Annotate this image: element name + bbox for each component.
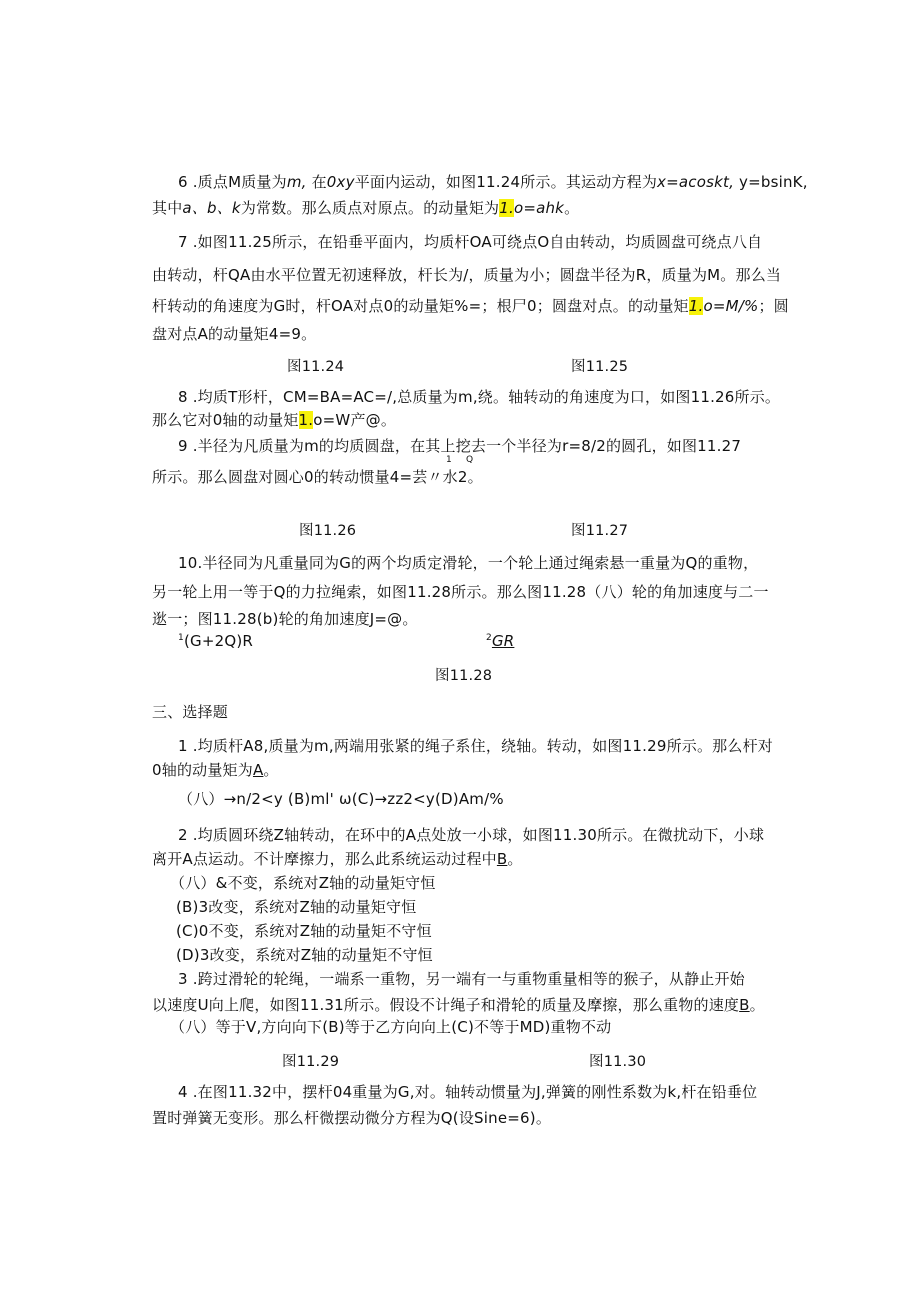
c3-line-2 (152, 995, 765, 1015)
c1-text-a: 0轴的动量矩为 (152, 761, 253, 779)
c2-answer: B (496, 850, 508, 868)
c2-text-a: 离开A点运动。不计摩擦力，那么此系统运动过程中 (152, 850, 497, 868)
caption-fig-11-26: 图11.26 (299, 523, 357, 539)
c2-option-a: （八）&不变，系统对Z轴的动量矩守恒 (170, 874, 436, 892)
q6-vars-abk: a、b、k (182, 199, 241, 217)
c3-answer: B (739, 996, 750, 1014)
q8-answer-highlight: 1. (298, 411, 314, 429)
q6-answer-highlight: 1. (499, 199, 514, 217)
q8-line-1: 8 .均质T形杆，CM=BA=AC=/,总质量为m,绕。轴转动的角速度为口，如图11.26所示。 (178, 388, 781, 406)
q10-line-1: 10.半径同为凡重量同为G的两个均质定滑轮，一个轮上通过绳索悬一重量为Q的重物， (178, 554, 759, 572)
q6-equation-x: x=acoskt, (657, 173, 735, 191)
c2-line-1: 2 .均质圆环绕Z轴转动，在环中的A点处放一小球，如图11.30所示。在微扰动下，小球 (178, 826, 765, 844)
q6-text-a: 6 .质点M质量为 (178, 173, 287, 191)
c1-period: 。 (263, 761, 279, 779)
caption-fig-11-25: 图11.25 (571, 359, 629, 375)
q9-line-2: 所示。那么圆盘对圆心0的转动惯量4=芸〃水2。 (152, 468, 483, 486)
q10-line-2: 另一轮上用一等于Q的力拉绳索，如图11.28所示。那么图11.28（八）轮的角加速度与二一 (152, 583, 769, 601)
q10-fraction-right (486, 631, 514, 651)
q7-line-1: 7 .如图11.25所示，在铅垂平面内，均质杆OA可绕点O自由转动，均质圆盘可绕点八自 (178, 233, 763, 251)
c1-line-1: 1 .均质杆A8,质量为m,两端用张紧的绳子系住，绕轴。转动，如图11.29所示。那么杆对 (178, 737, 773, 755)
q6-answer: o=ahk (513, 199, 565, 217)
caption-fig-11-24: 图11.24 (287, 359, 345, 375)
q6-text-constants: 为常数。那么质点对原点。的动量矩为 (240, 199, 500, 217)
c2-option-c: (C)0不变，系统对Z轴的动量矩不守恒 (176, 922, 432, 940)
q10-fraction-right-sup: 2 (486, 633, 492, 643)
q10-fraction-left-sup: 1 (178, 633, 184, 643)
q6-var-m: m, (286, 173, 307, 191)
c1-answer: A (252, 761, 264, 779)
q6-text-qizhong: 其中 (152, 199, 183, 217)
q6-period: 。 (564, 199, 580, 217)
c2-period: 。 (507, 850, 523, 868)
caption-fig-11-29: 图11.29 (282, 1054, 340, 1070)
q10-fraction-left-value: (G+2Q)R (183, 632, 254, 650)
q6-line-1 (178, 172, 808, 192)
caption-fig-11-30: 图11.30 (589, 1054, 647, 1070)
q7-line-4: 盘对点A的动量矩4=9。 (152, 325, 317, 343)
q7-line-3 (152, 296, 789, 316)
q6-text-c: 平面内运动，如图11.24所示。其运动方程为 (354, 173, 658, 191)
c3-options: （八）等于V,方向向下(B)等于乙方向向上(C)不等于MD)重物不动 (170, 1018, 612, 1036)
q7-text-end: ；圆 (758, 297, 789, 315)
q10-fraction-right-value: GR (491, 632, 515, 650)
q8-line-2 (152, 410, 396, 430)
c3-text-a: 以速度U向上爬，如图11.31所示。假设不计绳子和滑轮的质量及摩擦，那么重物的速度 (152, 996, 740, 1014)
caption-fig-11-28: 图11.28 (435, 668, 493, 684)
section-heading-choice: 三、选择题 (152, 703, 229, 721)
q7-answer-highlight: 1. (688, 297, 704, 315)
q9-superscript-q: Q (466, 455, 474, 465)
q8-text-a: 那么它对0轴的动量矩 (152, 411, 299, 429)
q6-line-2 (152, 198, 579, 218)
c4-line-2: 置时弹簧无变形。那么杆微摆动微分方程为Q(设Sine=6)。 (152, 1109, 552, 1127)
q9-line-1: 9 .半径为凡质量为m的均质圆盘，在其上挖去一个半径为r=8/2的圆孔，如图11.27 (178, 437, 742, 455)
c2-option-d: (D)3改变，系统对Z轴的动量矩不守恒 (176, 946, 433, 964)
q6-text-b: 在 (306, 173, 327, 191)
q6-equation-y: y=bsinK, (734, 173, 808, 191)
q10-fraction-left (178, 631, 253, 651)
c3-period: 。 (749, 996, 765, 1014)
c2-line-2 (152, 849, 523, 869)
c1-line-2 (152, 760, 279, 780)
c4-line-1: 4 .在图11.32中，摆杆04重量为G,对。轴转动惯量为J,弹簧的刚性系数为k,杆在铅垂位 (178, 1083, 758, 1101)
c2-option-b: (B)3改变，系统对Z轴的动量矩守恒 (176, 898, 417, 916)
q8-answer: o=W产@。 (313, 411, 397, 429)
c1-options: （八）→n/2<y (B)ml' ω(C)→zz2<y(D)Am/% (178, 790, 504, 808)
q7-text-a: 杆转动的角速度为G时，杆OA对点0的动量矩%=；根尸0；圆盘对点。的动量矩 (152, 297, 689, 315)
c3-line-1: 3 .跨过滑轮的轮绳，一端系一重物，另一端有一与重物重量相等的猴子，从静止开始 (178, 970, 745, 988)
q7-line-2: 由转动，杆QA由水平位置无初速释放，杆长为/，质量为小；圆盘半径为R，质量为M。那么当 (152, 266, 782, 284)
caption-fig-11-27: 图11.27 (571, 523, 629, 539)
q7-answer: o=M/% (703, 297, 759, 315)
q6-var-oxy: 0xy (326, 173, 355, 191)
q10-line-3: 逖一；图11.28(b)轮的角加速度J=@。 (152, 610, 418, 628)
q9-superscript-1: 1 (446, 455, 452, 465)
